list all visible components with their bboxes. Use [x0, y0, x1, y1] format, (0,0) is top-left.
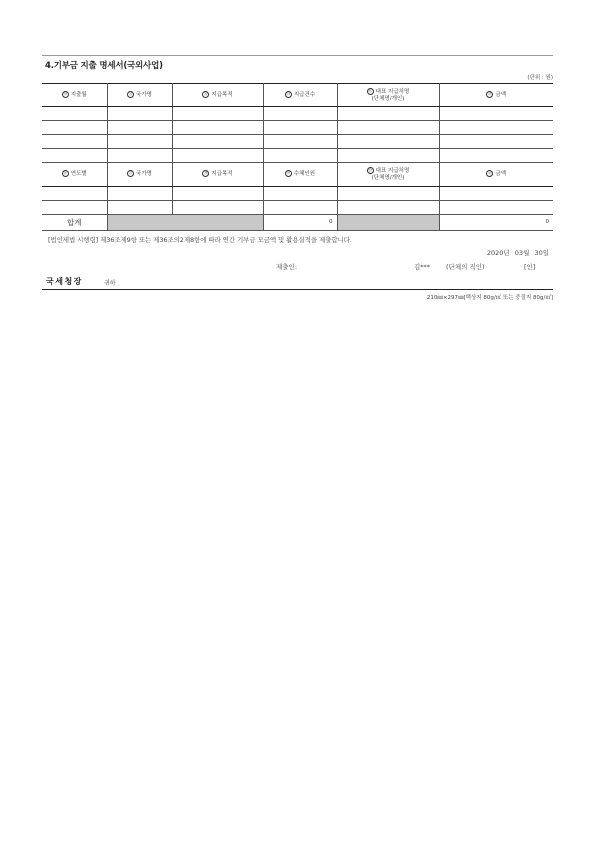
legal-note: [법인세법 시행령] 제36조제9항 또는 제36조의2제8항에 따라 연간 기부금 모금액 및 활용실적을 제출합니다. — [48, 236, 352, 244]
header-cell: ㊴ 수혜인원 — [263, 163, 337, 186]
seal-mark: [인] — [524, 263, 536, 271]
unit-label: (단위 : 원) — [527, 75, 553, 81]
header-cell: ㊶ 금액 — [439, 163, 553, 186]
header-cell: ㉟ 금액 — [439, 84, 553, 107]
header-cell: ㊳ 지급목적 — [172, 163, 263, 186]
header-cell: ㊲ 국가명 — [107, 163, 172, 186]
monthly-expenditure-table — [42, 83, 553, 163]
submitter-name: 김*** — [414, 263, 431, 271]
table-row — [42, 186, 553, 200]
total-label: 합계 — [42, 214, 107, 230]
recipient-office: 국세청장 — [46, 277, 83, 286]
header-cell: ㊵ 대표 지급처명 (단체명/개인) — [337, 163, 439, 186]
total-count: 0 — [263, 214, 337, 230]
total-row — [42, 214, 553, 230]
header-cell: ㉞ 대표 지급처명 (단체명/개인) — [337, 84, 439, 107]
total-shaded-cell — [337, 214, 439, 230]
header-cell: ㉝ 지급건수 — [263, 84, 337, 107]
total-shaded-cell — [107, 214, 263, 230]
header-cell: ㉛ 국가명 — [107, 84, 172, 107]
paper-spec: 210㎜×297㎜[백상지 80g/㎡ 또는 중질지 80g/㎡] — [426, 295, 553, 301]
table-row — [42, 149, 553, 163]
table-row — [42, 200, 553, 214]
bottom-rule — [42, 289, 553, 290]
header-cell: ㉜ 지급목적 — [172, 84, 263, 107]
recipient-suffix: 귀하 — [104, 280, 116, 287]
header-cell: ㉚ 지출월 — [42, 84, 107, 107]
top-rule — [42, 55, 553, 56]
table-header-row — [42, 84, 553, 107]
table-header-row — [42, 163, 553, 186]
total-amount: 0 — [439, 214, 553, 230]
date-year: 2020년 — [486, 249, 510, 257]
submitter-label: 제출인: — [276, 263, 298, 271]
table-row — [42, 135, 553, 149]
date-day: 30일 — [534, 249, 549, 257]
form-title: 4.기부금 지출 명세서(국외사업) — [45, 61, 163, 71]
yearly-expenditure-table — [42, 163, 553, 231]
table-row — [42, 121, 553, 135]
table-row — [42, 107, 553, 121]
submission-date — [487, 248, 549, 257]
date-month: 03월 — [514, 249, 530, 257]
submitter-role: (단체의 직인) — [446, 263, 485, 271]
header-cell: ㊱ 연도별 — [42, 163, 107, 186]
